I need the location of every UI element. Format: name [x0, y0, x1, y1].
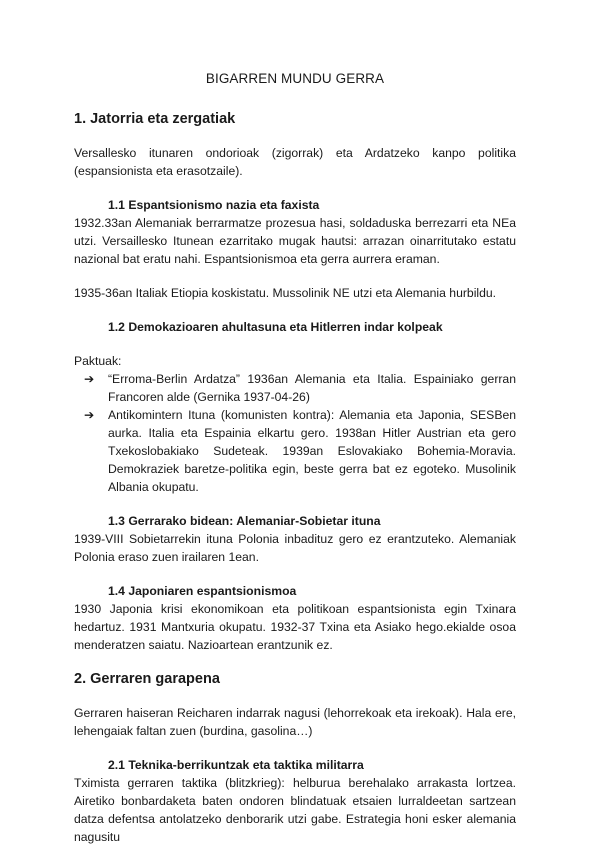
- subsection-2-1-heading: 2.1 Teknika-berrikuntzak eta taktika militarra: [108, 758, 364, 772]
- document-title: BIGARREN MUNDU GERRA: [205, 71, 385, 86]
- subsection-1-3-paragraph: 1939-VIII Sobietarrekin ituna Polonia inbadituz gero ez erantzuteko. Alemaniak Polonia eraso zuen irailaren 1ean.: [74, 532, 516, 564]
- list-item: [74, 406, 516, 496]
- section-2-heading: 2. Gerraren garapena: [74, 671, 220, 687]
- subsection-1-1-paragraph-1: 1932.33an Alemaniak berrarmatze prozesua hasi, soldaduska berrezarri eta NEa utzi. Versaillesko Itunean ezarritako mugak hautsi: arrazan oinarritutako estatu nazional bat eratu nahi. Espantsionismoa eta gerra aurrera eraman.: [74, 216, 516, 266]
- subsection-1-2-heading: 1.2 Demokazioaren ahultasuna eta Hitlerren indar kolpeak: [108, 320, 443, 334]
- subsection-1-4-heading: 1.4 Japoniaren espantsionismoa: [108, 584, 297, 598]
- subsection-1-1-paragraph-2: 1935-36an Italiak Etiopia koskistatu. Mussolinik NE utzi eta Alemania hurbildu.: [74, 286, 497, 300]
- list-item-text: “Erroma-Berlin Ardatza” 1936an Alemania eta Italia. Espainiako gerran Francoren alde (Gernika 1937-04-26): [108, 372, 516, 404]
- section-2-intro: Gerraren haiseran Reicharen indarrak nagusi (lehorrekoak eta irekoak). Hala ere, lehengaiak faltan zuen (burdina, gasolina…): [74, 706, 516, 738]
- subsection-1-4-paragraph: 1930 Japonia krisi ekonomikoan eta politikoan espantsionista egin Txinara hedartuz. 1931 Mantxuria okupatu. 1932-37 Txina eta Asiako hego.ekialde osoa menderatzen saiatu. Nazioartean erantzunik ez.: [74, 602, 516, 652]
- subsection-1-3-heading: 1.3 Gerrarako bidean: Alemaniar-Sobietar ituna: [108, 514, 381, 528]
- section-1-heading: 1. Jatorria eta zergatiak: [74, 111, 236, 127]
- list-item-text: Antikomintern Ituna (komunisten kontra): Alemania eta Japonia, SESBen aurka. Italia eta Espainia elkartu gero. 1938an Hitler Austrian eta gero Txekoslobakiako Sudeteak. 1939an Eslovakiako Bohemia-Moravia. Demokraziek baretze-politika egin, beste gerra bat ez egoteko. Musolinik Albania okupatu.: [108, 408, 516, 494]
- pact-list: [74, 370, 516, 496]
- subsection-1-2-lead: Paktuak:: [74, 354, 122, 368]
- section-1-intro: Versallesko itunaren ondorioak (zigorrak) eta Ardatzeko kanpo politika (espansionista eta erasotzaile).: [74, 146, 516, 178]
- arrow-bullet-icon: ➔: [84, 408, 95, 422]
- subsection-2-1-paragraph: Tximista gerraren taktika (blitzkrieg): helburua berehalako arrakasta lortzea. Airetiko bonbardaketa baten ondoren blindatuak etsaien lurraldeetan sartzean datza defentsa antolatzeko denborarik utzi gabe. Estrategia honi esker alemania nagusitu: [74, 776, 516, 844]
- subsection-1-1-heading: 1.1 Espantsionismo nazia eta faxista: [108, 198, 320, 212]
- arrow-bullet-icon: ➔: [84, 372, 95, 386]
- list-item: [74, 370, 516, 406]
